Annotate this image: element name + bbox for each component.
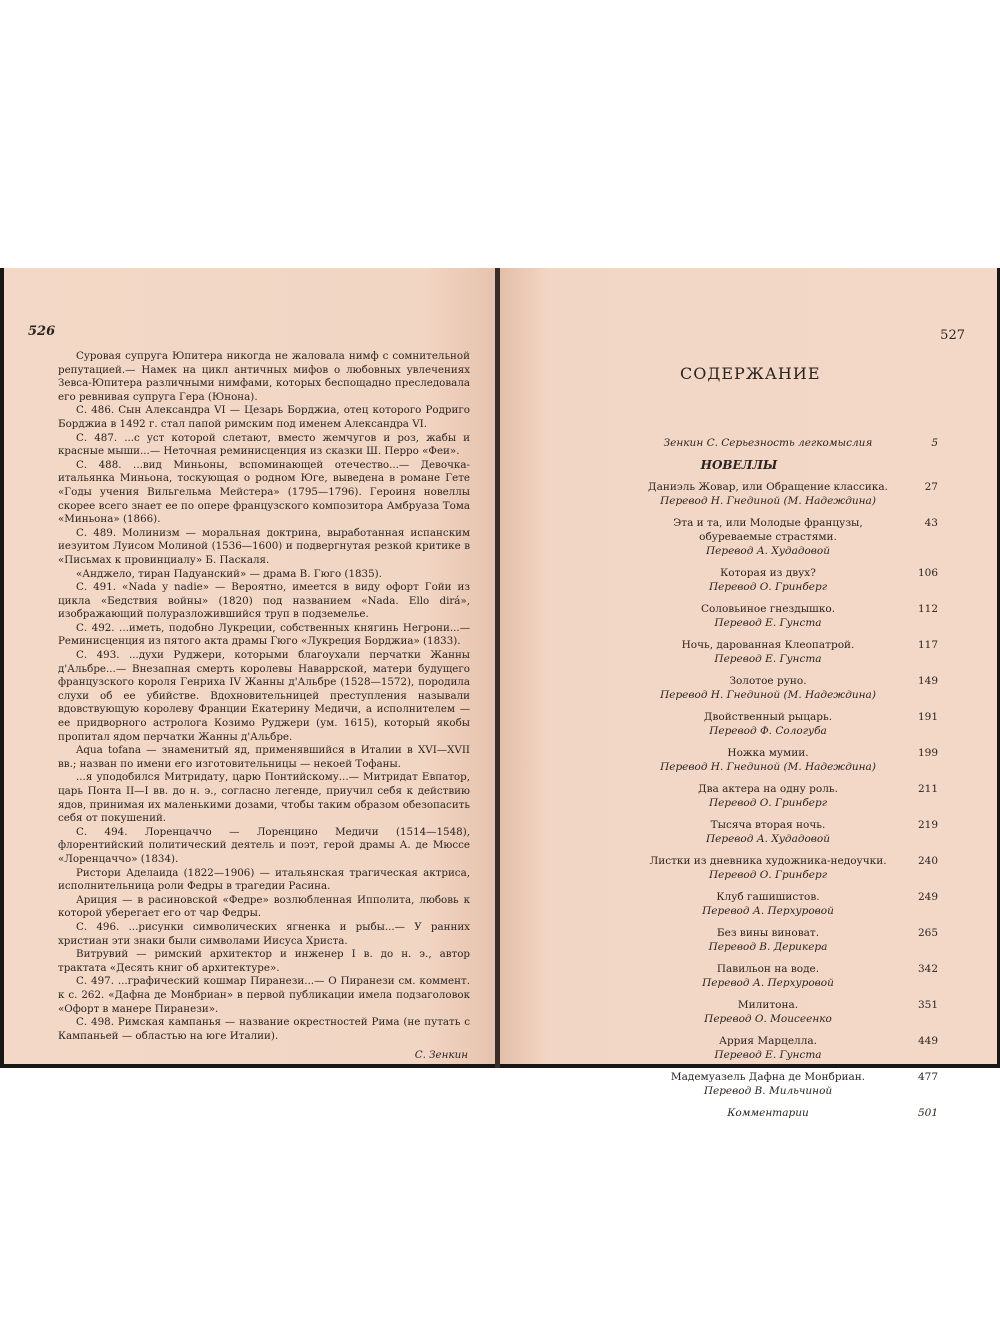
toc-entry-translator: Перевод В. Дерикера xyxy=(708,941,828,953)
toc-entry xyxy=(638,926,940,954)
toc-entry-title: Даниэль Жовар, или Обращение классика. xyxy=(648,481,888,493)
commentary-paragraph: «Анджело, тиран Падуанский» — драма В. Гюго (1835). xyxy=(76,567,382,580)
section-heading: НОВЕЛЛЫ xyxy=(700,458,778,472)
toc-entry-page: 240 xyxy=(917,855,938,867)
toc-entry-translator: Перевод Е. Гунста xyxy=(714,1049,822,1061)
toc-entry-title: Соловьиное гнездышко. xyxy=(700,603,836,615)
toc-entry-page: 249 xyxy=(917,891,938,903)
toc-entry-title: Без вины виноват. xyxy=(716,927,820,939)
toc-entry-title: Двойственный рыцарь. xyxy=(703,711,833,723)
commentary-paragraph: С. 493. ...духи Руджери, которыми благоухали перчатки Жанны д'Альбре...— Внезапная смерть королевы Наваррской, матери будущего французского короля Генриха IV Жанны д'Альбре (1528—1572), породила слухи об ее убийстве. Вдохновительницей преступления называли вдовствующую королеву Франции Екатерину Медичи, а исполнителем — ее придворного астролога Козимо Руджери (ум. 1615), который якобы пропитал ядом перчатки Жанны д'Альбре. xyxy=(58,649,470,743)
toc-entry-title: Листки из дневника художника-недоучки. xyxy=(649,855,887,867)
commentary-paragraph: С. 486. Сын Александра VI — Цезарь Борджиа, отец которого Родриго Борджиа в 1492 г. стал папой римским под именем Александра VI. xyxy=(58,404,470,430)
toc-entry-title: Аррия Марцелла. xyxy=(719,1035,817,1047)
toc-entry xyxy=(638,1034,940,1062)
commentary-paragraph: С. 498. Римская кампанья — название окрестностей Рима (не путать с Кампаньей — областью на юге Италии). xyxy=(58,1016,470,1042)
toc-entry xyxy=(638,674,940,702)
toc-entry-translator: Перевод А. Худадовой xyxy=(705,545,830,557)
commentary-paragraph: С. 497. ...графический кошмар Пиранези...— О Пиранези см. коммент. к с. 262. «Дафна де Монбриан» в первой публикации имела подзаголовок «Офорт в манере Пиранези». xyxy=(58,975,470,1015)
toc-entry-page: 501 xyxy=(917,1107,938,1119)
toc-entry-page: 27 xyxy=(924,481,938,493)
commentary-paragraph: Ариция — в расиновской «Федре» возлюбленная Ипполита, любовь к которой уберегает его от чар Федры. xyxy=(58,893,470,920)
toc-entry-page: 43 xyxy=(924,517,938,529)
toc-entry-comments xyxy=(638,1106,940,1120)
toc-entry-title: Золотое руно. xyxy=(729,675,807,687)
toc-entry xyxy=(638,746,940,774)
commentary-paragraph: С. 492. ...иметь, подобно Лукреции, собственных княгинь Негрони...— Реминисценция из пятого акта драмы Гюго «Лукреция Борджиа» (1833). xyxy=(58,621,470,648)
toc-entry xyxy=(638,602,940,630)
toc-entry-translator: Перевод О. Моисеенко xyxy=(704,1013,832,1025)
toc-entry-intro xyxy=(638,436,940,450)
toc-entry-page: 112 xyxy=(917,603,938,615)
page-number-left: 526 xyxy=(28,324,56,339)
toc-entry-translator: Перевод О. Гринберг xyxy=(708,797,828,809)
commentary-paragraph: Ристори Аделаида (1822—1906) — итальянская трагическая актриса, исполнительница роли Федры в трагедии Расина. xyxy=(58,866,470,893)
toc-entry-page: 199 xyxy=(917,747,938,759)
toc-entry xyxy=(638,818,940,846)
toc-entry-page: 342 xyxy=(917,963,938,975)
toc-entry-title: Комментарии xyxy=(727,1107,809,1119)
toc-entry xyxy=(638,638,940,666)
toc-entry-title: Павильон на воде. xyxy=(716,963,820,975)
left-page xyxy=(4,268,495,1064)
toc-entry xyxy=(638,480,940,508)
toc-entry xyxy=(638,516,940,558)
commentary-paragraph: С. 488. ...вид Миньоны, вспоминающей отечество...— Девочка-итальянка Миньона, тоскующая о родном Юге, выведена в романе Гете «Годы учения Вильгельма Мейстера» (1795—1796). Героиня новеллы скорее всего знает ее по опере французского композитора Амбруаза Тома «Миньона» (1866). xyxy=(58,458,470,526)
toc-entry-title: Клуб гашишистов. xyxy=(716,891,820,903)
table-of-contents xyxy=(638,436,940,1128)
toc-entry-page: 265 xyxy=(917,927,938,939)
commentary-paragraph: С. 494. Лоренцаччо — Лоренцино Медичи (1514—1548), флорентийский политический деятель и поэт, герой драмы А. де Мюссе «Лоренцаччо» (1834). xyxy=(58,825,470,865)
toc-entry-translator: Перевод Н. Гнединой (М. Надеждина) xyxy=(660,761,876,773)
toc-entry-translator: Перевод А. Перхуровой xyxy=(702,977,834,989)
toc-entry-translator: Перевод Н. Гнединой (М. Надеждина) xyxy=(660,689,876,701)
toc-entry-translator: Перевод А. Худадовой xyxy=(705,833,830,845)
toc-entry-translator: Перевод Е. Гунста xyxy=(714,617,822,629)
commentary-paragraph: С. 489. Молинизм — моральная доктрина, выработанная испанским иезуитом Луисом Молиной (1536—1600) и подвергнутая резкой критике в «Письмах к провинциалу» Б. Паскаля. xyxy=(58,526,470,566)
toc-entry-title: Мадемуазель Дафна де Монбриан. xyxy=(670,1071,866,1083)
toc-entry-title: Зенкин С. Серьезность легкомыслия xyxy=(663,437,873,449)
toc-entry xyxy=(638,998,940,1026)
toc-entry-title: Тысяча вторая ночь. xyxy=(710,819,826,831)
toc-entry-page: 191 xyxy=(917,711,938,723)
contents-heading: СОДЕРЖАНИЕ xyxy=(680,364,821,383)
toc-entry-title: Которая из двух? xyxy=(720,567,816,579)
commentary-paragraph: С. 496. ...рисунки символических ягненка и рыбы...— У ранних христиан эти знаки были символами Иисуса Христа. xyxy=(58,920,470,947)
commentary-paragraph: С. 487. ...с уст которой слетают, вместо жемчугов и роз, жабы и красные мыши...— Неточная реминисценция из сказки Ш. Перро «Феи». xyxy=(58,431,470,458)
toc-entry-page: 351 xyxy=(917,999,938,1011)
commentary-paragraph: ...я уподобился Митридату, царю Понтийскому...— Митридат Евпатор, царь Понта II—I вв. до н. э., согласно легенде, приучил себя к действию ядов, принимая их маленькими дозами, чтобы таким образом обезопасить себя от покушений. xyxy=(58,771,470,825)
right-page xyxy=(500,268,997,1119)
toc-entry xyxy=(638,566,940,594)
toc-entry-title: Два актера на одну роль. xyxy=(698,783,838,795)
toc-entry-page: 449 xyxy=(917,1035,938,1047)
commentary-paragraph: Суровая супруга Юпитера никогда не жаловала нимф с сомнительной репутацией.— Намек на цикл античных мифов о любовных увлечениях Зевса-Юпитера различными нимфами, которых беспощадно преследовала его ревнивая супруга Гера (Юнона). xyxy=(58,350,470,403)
toc-entry-translator: Перевод О. Гринберг xyxy=(708,581,828,593)
open-book xyxy=(0,268,1000,1119)
toc-entry xyxy=(638,782,940,810)
toc-entry-title: Милитона. xyxy=(737,999,799,1011)
toc-entry xyxy=(638,962,940,990)
commentary-block xyxy=(58,350,470,1063)
toc-entry-translator: Перевод Е. Гунста xyxy=(714,653,822,665)
toc-entry-translator: Перевод О. Гринберг xyxy=(708,869,828,881)
toc-entry-translator: Перевод Ф. Сологуба xyxy=(709,725,827,737)
page-number-right: 527 xyxy=(940,328,965,343)
toc-entry-page: 149 xyxy=(917,675,938,687)
toc-entry-page: 219 xyxy=(917,819,938,831)
toc-entry-page: 106 xyxy=(917,567,938,579)
toc-entry-page: 211 xyxy=(917,783,938,795)
toc-entry-page: 477 xyxy=(917,1071,938,1083)
toc-entry xyxy=(638,1070,940,1098)
toc-entry xyxy=(638,890,940,918)
toc-entry-title: Ночь, дарованная Клеопатрой. xyxy=(681,639,855,651)
toc-entry-page: 117 xyxy=(917,639,938,651)
toc-entry-title: Ножка мумии. xyxy=(727,747,809,759)
toc-entry-translator: Перевод А. Перхуровой xyxy=(702,905,834,917)
toc-entry-translator: Перевод Н. Гнединой (М. Надеждина) xyxy=(660,495,876,507)
toc-entry-title: Эта и та, или Молодые французы, обуреваемые страстями. xyxy=(673,517,863,543)
commentary-paragraph: С. 491. «Nada y nadie» — Вероятно, имеется в виду офорт Гойи из цикла «Бедствия войны» (1820) под названием «Nada. Ello dirá», изображающий полуразложившийся труп в подземелье. xyxy=(58,581,470,621)
toc-entry-translator: Перевод В. Мильчиной xyxy=(703,1085,833,1097)
commentary-paragraph: Витрувий — римский архитектор и инженер I в. до н. э., автор трактата «Десять книг об архитектуре». xyxy=(58,948,470,974)
toc-entry xyxy=(638,710,940,738)
toc-entry-page: 5 xyxy=(931,437,938,449)
toc-entry xyxy=(638,854,940,882)
commentary-paragraph: Aqua tofana — знаменитый яд, применявшийся в Италии в XVI—XVII вв.; назван по имени его изготовительницы — некоей Тофаны. xyxy=(58,744,470,770)
signature: С. Зенкин xyxy=(414,1049,468,1062)
